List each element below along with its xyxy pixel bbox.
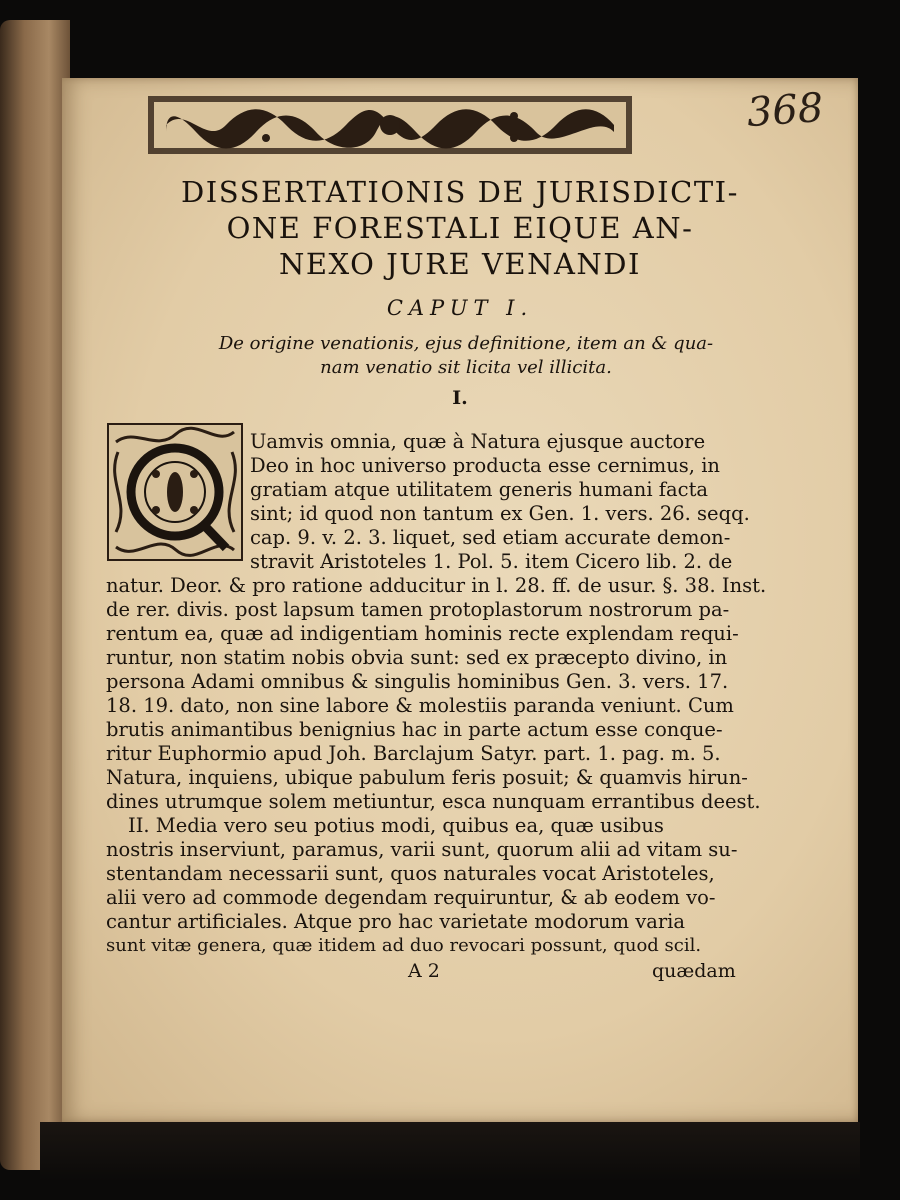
body-line: nostris inserviunt, paramus, varii sunt, quorum alii ad vitam su- bbox=[106, 838, 738, 861]
body-line: Uamvis omnia, quæ à Natura ejusque auctore bbox=[250, 430, 706, 453]
title-line: NEXO JURE VENANDI bbox=[279, 247, 641, 281]
previous-page-edge bbox=[0, 20, 70, 1170]
body-line: Deo in hoc universo producta esse cernimus, in bbox=[250, 454, 720, 477]
subtitle-line: nam venatio sit licita vel illicita. bbox=[320, 357, 612, 378]
body-line: rentum ea, quæ ad indigentiam hominis recte explendam requi- bbox=[106, 622, 739, 645]
body-line: persona Adami omnibus & singulis hominibus Gen. 3. vers. 17. bbox=[106, 670, 729, 693]
body-line: cantur artificiales. Atque pro hac varietate modorum varia bbox=[106, 910, 686, 933]
body-line: alii vero ad commode degendam requiruntur, & ab eodem vo- bbox=[106, 886, 716, 909]
chapter-heading: CAPUT I. bbox=[386, 296, 534, 320]
dissertation-title bbox=[102, 174, 818, 282]
body-line: cap. 9. v. 2. 3. liquet, sed etiam accurate demon- bbox=[250, 526, 731, 549]
table-surface bbox=[40, 1122, 860, 1182]
body-line: ritur Euphormio apud Joh. Barclajum Satyr. part. 1. pag. m. 5. bbox=[106, 742, 721, 765]
decorated-initial-q-icon bbox=[106, 422, 244, 562]
subtitle-line: De origine venationis, ejus definitione, item an & qua- bbox=[218, 333, 714, 354]
body-line: II. Media vero seu potius modi, quibus ea, quæ usibus bbox=[128, 814, 664, 837]
signature-mark: A 2 bbox=[408, 960, 440, 982]
body-line: sint; id quod non tantum ex Gen. 1. vers. 26. seqq. bbox=[250, 502, 750, 525]
headpiece-ornament bbox=[146, 92, 634, 158]
folio-number: 368 bbox=[745, 84, 825, 137]
body-line: de rer. divis. post lapsum tamen protoplastorum nostrorum pa- bbox=[106, 598, 730, 621]
body-line: stentandam necessarii sunt, quos naturales vocat Aristoteles, bbox=[106, 862, 715, 885]
body-line: stravit Aristoteles 1. Pol. 5. item Cicero lib. 2. de bbox=[250, 550, 733, 573]
body-line: natur. Deor. & pro ratione adducitur in l. 28. ff. de usur. §. 38. Inst. bbox=[106, 574, 767, 597]
book-page bbox=[62, 78, 858, 1122]
body-line: gratiam atque utilitatem generis humani facta bbox=[250, 478, 709, 501]
title-line: ONE FORESTALI EIQUE AN- bbox=[226, 211, 694, 245]
catchword: quædam bbox=[652, 960, 736, 982]
body-line: 18. 19. dato, non sine labore & molestiis paranda veniunt. Cum bbox=[106, 694, 734, 717]
chapter-subtitle bbox=[136, 332, 796, 380]
body-line: dines utrumque solem metiuntur, esca nunquam errantibus deest. bbox=[106, 790, 761, 813]
body-line: runtur, non statim nobis obvia sunt: sed ex præcepto divino, in bbox=[106, 646, 728, 669]
body-line: Natura, inquiens, ubique pabulum feris posuit; & quamvis hirun- bbox=[106, 766, 748, 789]
body-line: brutis animantibus benignius hac in parte actum esse conque- bbox=[106, 718, 723, 741]
section-number: I. bbox=[452, 387, 468, 409]
title-line: DISSERTATIONIS DE JURISDICTI- bbox=[181, 175, 739, 209]
body-line: sunt vitæ genera, quæ itidem ad duo revocari possunt, quod scil. bbox=[106, 935, 702, 956]
